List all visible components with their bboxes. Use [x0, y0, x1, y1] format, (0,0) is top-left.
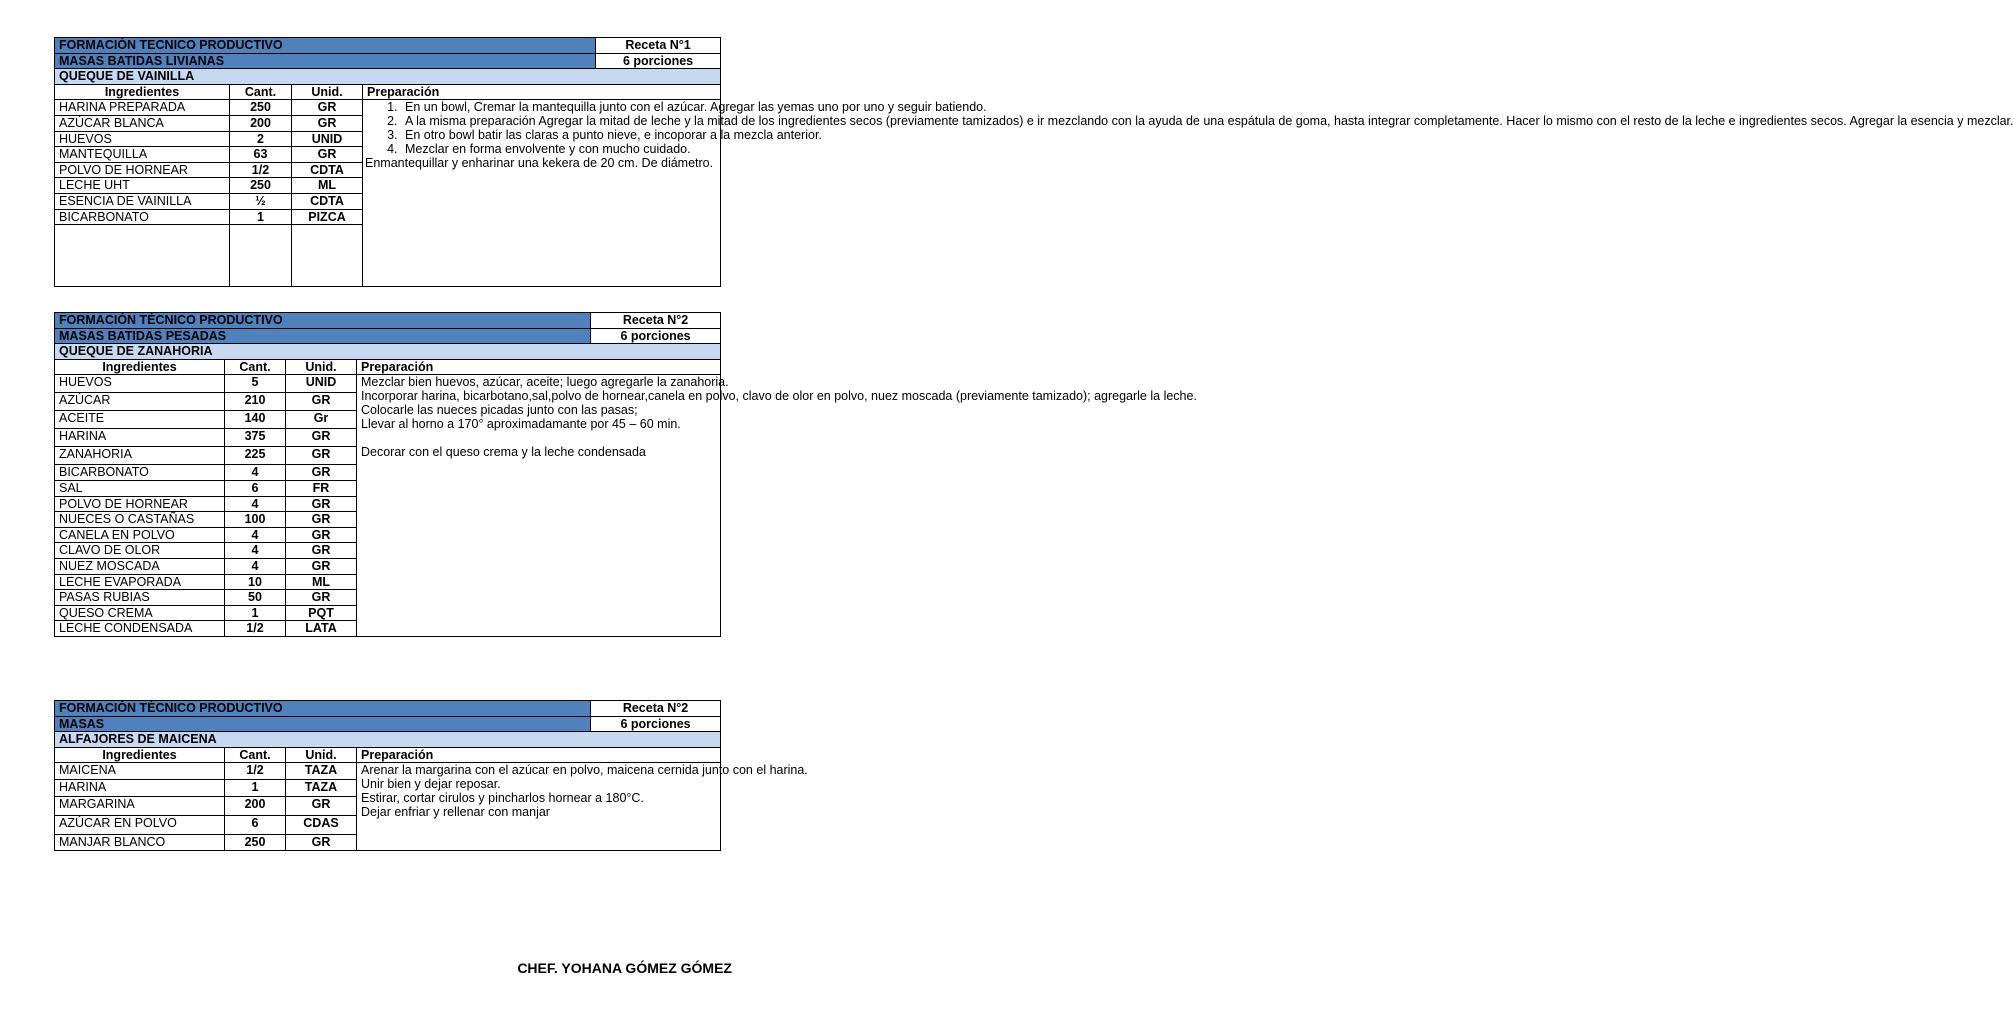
- ingredient-unit: Gr: [286, 411, 357, 429]
- preparation-paragraph: Dejar enfriar y rellenar con manjar: [361, 805, 550, 820]
- col-header-ingredients: Ingredientes: [55, 747, 225, 763]
- ingredient-qty: 1: [225, 605, 286, 621]
- ingredient-unit: ML: [286, 574, 357, 590]
- ingredient-name: MANTEQUILLA: [55, 147, 230, 163]
- ingredient-qty: 225: [225, 447, 286, 465]
- ingredient-qty: 250: [230, 178, 292, 194]
- preparation-paragraph: Decorar con el queso crema y la leche condensada: [361, 445, 646, 460]
- recipe-portions: 6 porciones: [591, 716, 721, 732]
- ingredient-name: PASAS RUBIAS: [55, 590, 225, 606]
- ingredient-unit: GR: [292, 147, 363, 163]
- ingredient-unit: GR: [286, 447, 357, 465]
- recipe-portions: 6 porciones: [591, 328, 721, 344]
- ingredient-unit: GR: [286, 543, 357, 559]
- col-header-ingredients: Ingredientes: [55, 359, 225, 375]
- ingredient-name: ESENCIA DE VAINILLA: [55, 193, 230, 209]
- ingredient-qty: 210: [225, 393, 286, 411]
- ingredient-unit: TAZA: [286, 763, 357, 780]
- ingredient-qty: 1/2: [230, 162, 292, 178]
- ingredient-qty: 5: [225, 375, 286, 393]
- ingredient-name: LECHE EVAPORADA: [55, 574, 225, 590]
- ingredient-qty: 1: [225, 780, 286, 797]
- ingredient-qty: 100: [225, 512, 286, 528]
- ingredient-qty: 1/2: [225, 621, 286, 637]
- preparation-paragraph: Incorporar harina, bicarbotano,sal,polvo de hornear,canela en polvo, clavo de olor en polvo, nuez moscada (previamente tamizado); agregarle la leche.: [361, 389, 1197, 404]
- ingredient-name: HARINA PREPARADA: [55, 100, 230, 116]
- recipe-card-3: [54, 700, 808, 851]
- preparation-paragraph: Unir bien y dejar reposar.: [361, 777, 501, 792]
- ingredient-name: POLVO DE HORNEAR: [55, 162, 230, 178]
- ingredient-unit: GR: [286, 558, 357, 574]
- ingredient-empty: [55, 225, 230, 287]
- col-header-prep: Preparación: [357, 747, 721, 763]
- ingredient-name: BICARBONATO: [55, 465, 225, 481]
- ingredient-qty: 10: [225, 574, 286, 590]
- ingredient-qty: ½: [230, 193, 292, 209]
- recipe-portions: 6 porciones: [596, 53, 721, 69]
- preparation-paragraph: Arenar la margarina con el azúcar en polvo, maicena cernida junto con el harina.: [361, 763, 808, 778]
- ingredient-name: AZÚCAR: [55, 393, 225, 411]
- ingredient-qty: 50: [225, 590, 286, 606]
- ingredient-unit: GR: [286, 512, 357, 528]
- ingredient-name: HUEVOS: [55, 375, 225, 393]
- program-title: FORMACIÓN TÉCNICO PRODUCTIVO: [55, 313, 591, 329]
- ingredient-qty: 200: [225, 797, 286, 816]
- col-header-unit: Unid.: [286, 359, 357, 375]
- ingredient-name: NUEZ MOSCADA: [55, 558, 225, 574]
- program-title: FORMACIÓN TÉCNICO PRODUCTIVO: [55, 701, 591, 717]
- ingredient-unit: GR: [286, 393, 357, 411]
- recipe-card-2: [54, 312, 1197, 637]
- ingredient-unit: GR: [286, 527, 357, 543]
- ingredient-name: HUEVOS: [55, 131, 230, 147]
- preparation-paragraph: Llevar al horno a 170° aproximadamante por 45 – 60 min.: [361, 417, 681, 432]
- preparation-paragraph: [361, 431, 716, 445]
- ingredient-unit: GR: [286, 429, 357, 447]
- recipe-number: Receta N°1: [596, 38, 721, 54]
- recipe-number: Receta N°2: [591, 313, 721, 329]
- ingredient-unit: GR: [286, 465, 357, 481]
- ingredient-unit: GR: [292, 115, 363, 131]
- ingredient-qty: 4: [225, 465, 286, 481]
- ingredient-name: HARINA: [55, 780, 225, 797]
- ingredient-name: LECHE CONDENSADA: [55, 621, 225, 637]
- preparation-cell: [357, 375, 1197, 637]
- ingredient-name: MANJAR BLANCO: [55, 835, 225, 851]
- recipe-category: MASAS BATIDAS LIVIANAS: [55, 53, 596, 69]
- ingredient-unit: UNID: [286, 375, 357, 393]
- col-header-qty: Cant.: [225, 747, 286, 763]
- preparation-step: 1. En un bowl, Cremar la mantequilla junto con el azúcar. Agregar las yemas uno por uno y seguir batiendo.: [401, 100, 718, 114]
- recipe-category: MASAS BATIDAS PESADAS: [55, 328, 591, 344]
- ingredient-empty: [292, 225, 363, 287]
- recipe-name: QUEQUE DE VAINILLA: [55, 69, 721, 85]
- ingredient-qty: 6: [225, 816, 286, 835]
- ingredient-unit: GR: [286, 835, 357, 851]
- preparation-paragraph: Mezclar bien huevos, azúcar, aceite; luego agregarle la zanahoria.: [361, 375, 729, 390]
- preparation-step: 4. Mezclar en forma envolvente y con mucho cuidado.: [401, 142, 718, 156]
- ingredient-unit: LATA: [286, 621, 357, 637]
- preparation-note: Enmantequillar y enharinar una kekera de 20 cm. De diámetro.: [365, 156, 714, 171]
- preparation-paragraph: Estirar, cortar cirulos y pincharlos hornear a 180°C.: [361, 791, 644, 806]
- ingredient-name: MARGARINA: [55, 797, 225, 816]
- preparation-cell: [357, 763, 808, 851]
- ingredient-empty: [230, 225, 292, 287]
- chef-signature: CHEF. YOHANA GÓMEZ GÓMEZ: [517, 960, 732, 976]
- preparation-paragraph: Colocarle las nueces picadas junto con las pasas;: [361, 403, 638, 418]
- ingredient-unit: CDTA: [292, 162, 363, 178]
- recipe-card-1: [54, 37, 2014, 287]
- col-header-unit: Unid.: [292, 84, 363, 100]
- ingredient-name: POLVO DE HORNEAR: [55, 496, 225, 512]
- ingredient-unit: PQT: [286, 605, 357, 621]
- col-header-qty: Cant.: [225, 359, 286, 375]
- ingredient-qty: 4: [225, 543, 286, 559]
- recipe-name: QUEQUE DE ZANAHORIA: [55, 344, 721, 360]
- ingredient-name: BICARBONATO: [55, 209, 230, 225]
- ingredient-unit: UNID: [292, 131, 363, 147]
- ingredient-qty: 1/2: [225, 763, 286, 780]
- ingredient-qty: 2: [230, 131, 292, 147]
- ingredient-qty: 250: [225, 835, 286, 851]
- col-header-ingredients: Ingredientes: [55, 84, 230, 100]
- ingredient-qty: 4: [225, 496, 286, 512]
- ingredient-qty: 4: [225, 558, 286, 574]
- ingredient-name: CLAVO DE OLOR: [55, 543, 225, 559]
- ingredient-unit: CDAS: [286, 816, 357, 835]
- program-title: FORMACIÓN TECNICO PRODUCTIVO: [55, 38, 596, 54]
- recipe-category: MASAS: [55, 716, 591, 732]
- ingredient-unit: GR: [286, 590, 357, 606]
- ingredient-name: CANELA EN POLVO: [55, 527, 225, 543]
- ingredient-unit: TAZA: [286, 780, 357, 797]
- col-header-qty: Cant.: [230, 84, 292, 100]
- ingredient-name: MAICENA: [55, 763, 225, 780]
- ingredient-name: AZÚCAR EN POLVO: [55, 816, 225, 835]
- recipe-number: Receta N°2: [591, 701, 721, 717]
- ingredient-unit: GR: [286, 797, 357, 816]
- ingredient-name: NUECES O CASTAÑAS: [55, 512, 225, 528]
- ingredient-name: QUESO CREMA: [55, 605, 225, 621]
- ingredient-qty: 375: [225, 429, 286, 447]
- ingredient-qty: 250: [230, 100, 292, 116]
- ingredient-unit: CDTA: [292, 193, 363, 209]
- ingredient-qty: 63: [230, 147, 292, 163]
- recipe-name: ALFAJORES DE MAICENA: [55, 732, 721, 748]
- preparation-cell: [363, 100, 2014, 287]
- col-header-unit: Unid.: [286, 747, 357, 763]
- ingredient-name: HARINA: [55, 429, 225, 447]
- ingredient-qty: 6: [225, 480, 286, 496]
- preparation-step: 2. A la misma preparación Agregar la mitad de leche y la mitad de los ingredientes secos (previamente tamizados) e ir mezclando con la ayuda de una espátula de goma, hasta integrar completamente. Hacer lo mismo con el resto de la leche e ingredientes secos. Agregar la esencia y mezclar.: [401, 114, 718, 128]
- ingredient-name: AZÚCAR BLANCA: [55, 115, 230, 131]
- preparation-steps: [367, 100, 2014, 157]
- ingredient-unit: PIZCA: [292, 209, 363, 225]
- ingredient-unit: GR: [286, 496, 357, 512]
- col-header-prep: Preparación: [363, 84, 721, 100]
- preparation-step: 3. En otro bowl batir las claras a punto nieve, e incoporar a la mezcla anterior.: [401, 128, 718, 142]
- ingredient-qty: 4: [225, 527, 286, 543]
- ingredient-unit: FR: [286, 480, 357, 496]
- ingredient-unit: ML: [292, 178, 363, 194]
- col-header-prep: Preparación: [357, 359, 721, 375]
- ingredient-name: ACEITE: [55, 411, 225, 429]
- ingredient-qty: 200: [230, 115, 292, 131]
- ingredient-name: SAL: [55, 480, 225, 496]
- ingredient-unit: GR: [292, 100, 363, 116]
- ingredient-qty: 1: [230, 209, 292, 225]
- ingredient-name: ZANAHORIA: [55, 447, 225, 465]
- ingredient-qty: 140: [225, 411, 286, 429]
- ingredient-name: LECHE UHT: [55, 178, 230, 194]
